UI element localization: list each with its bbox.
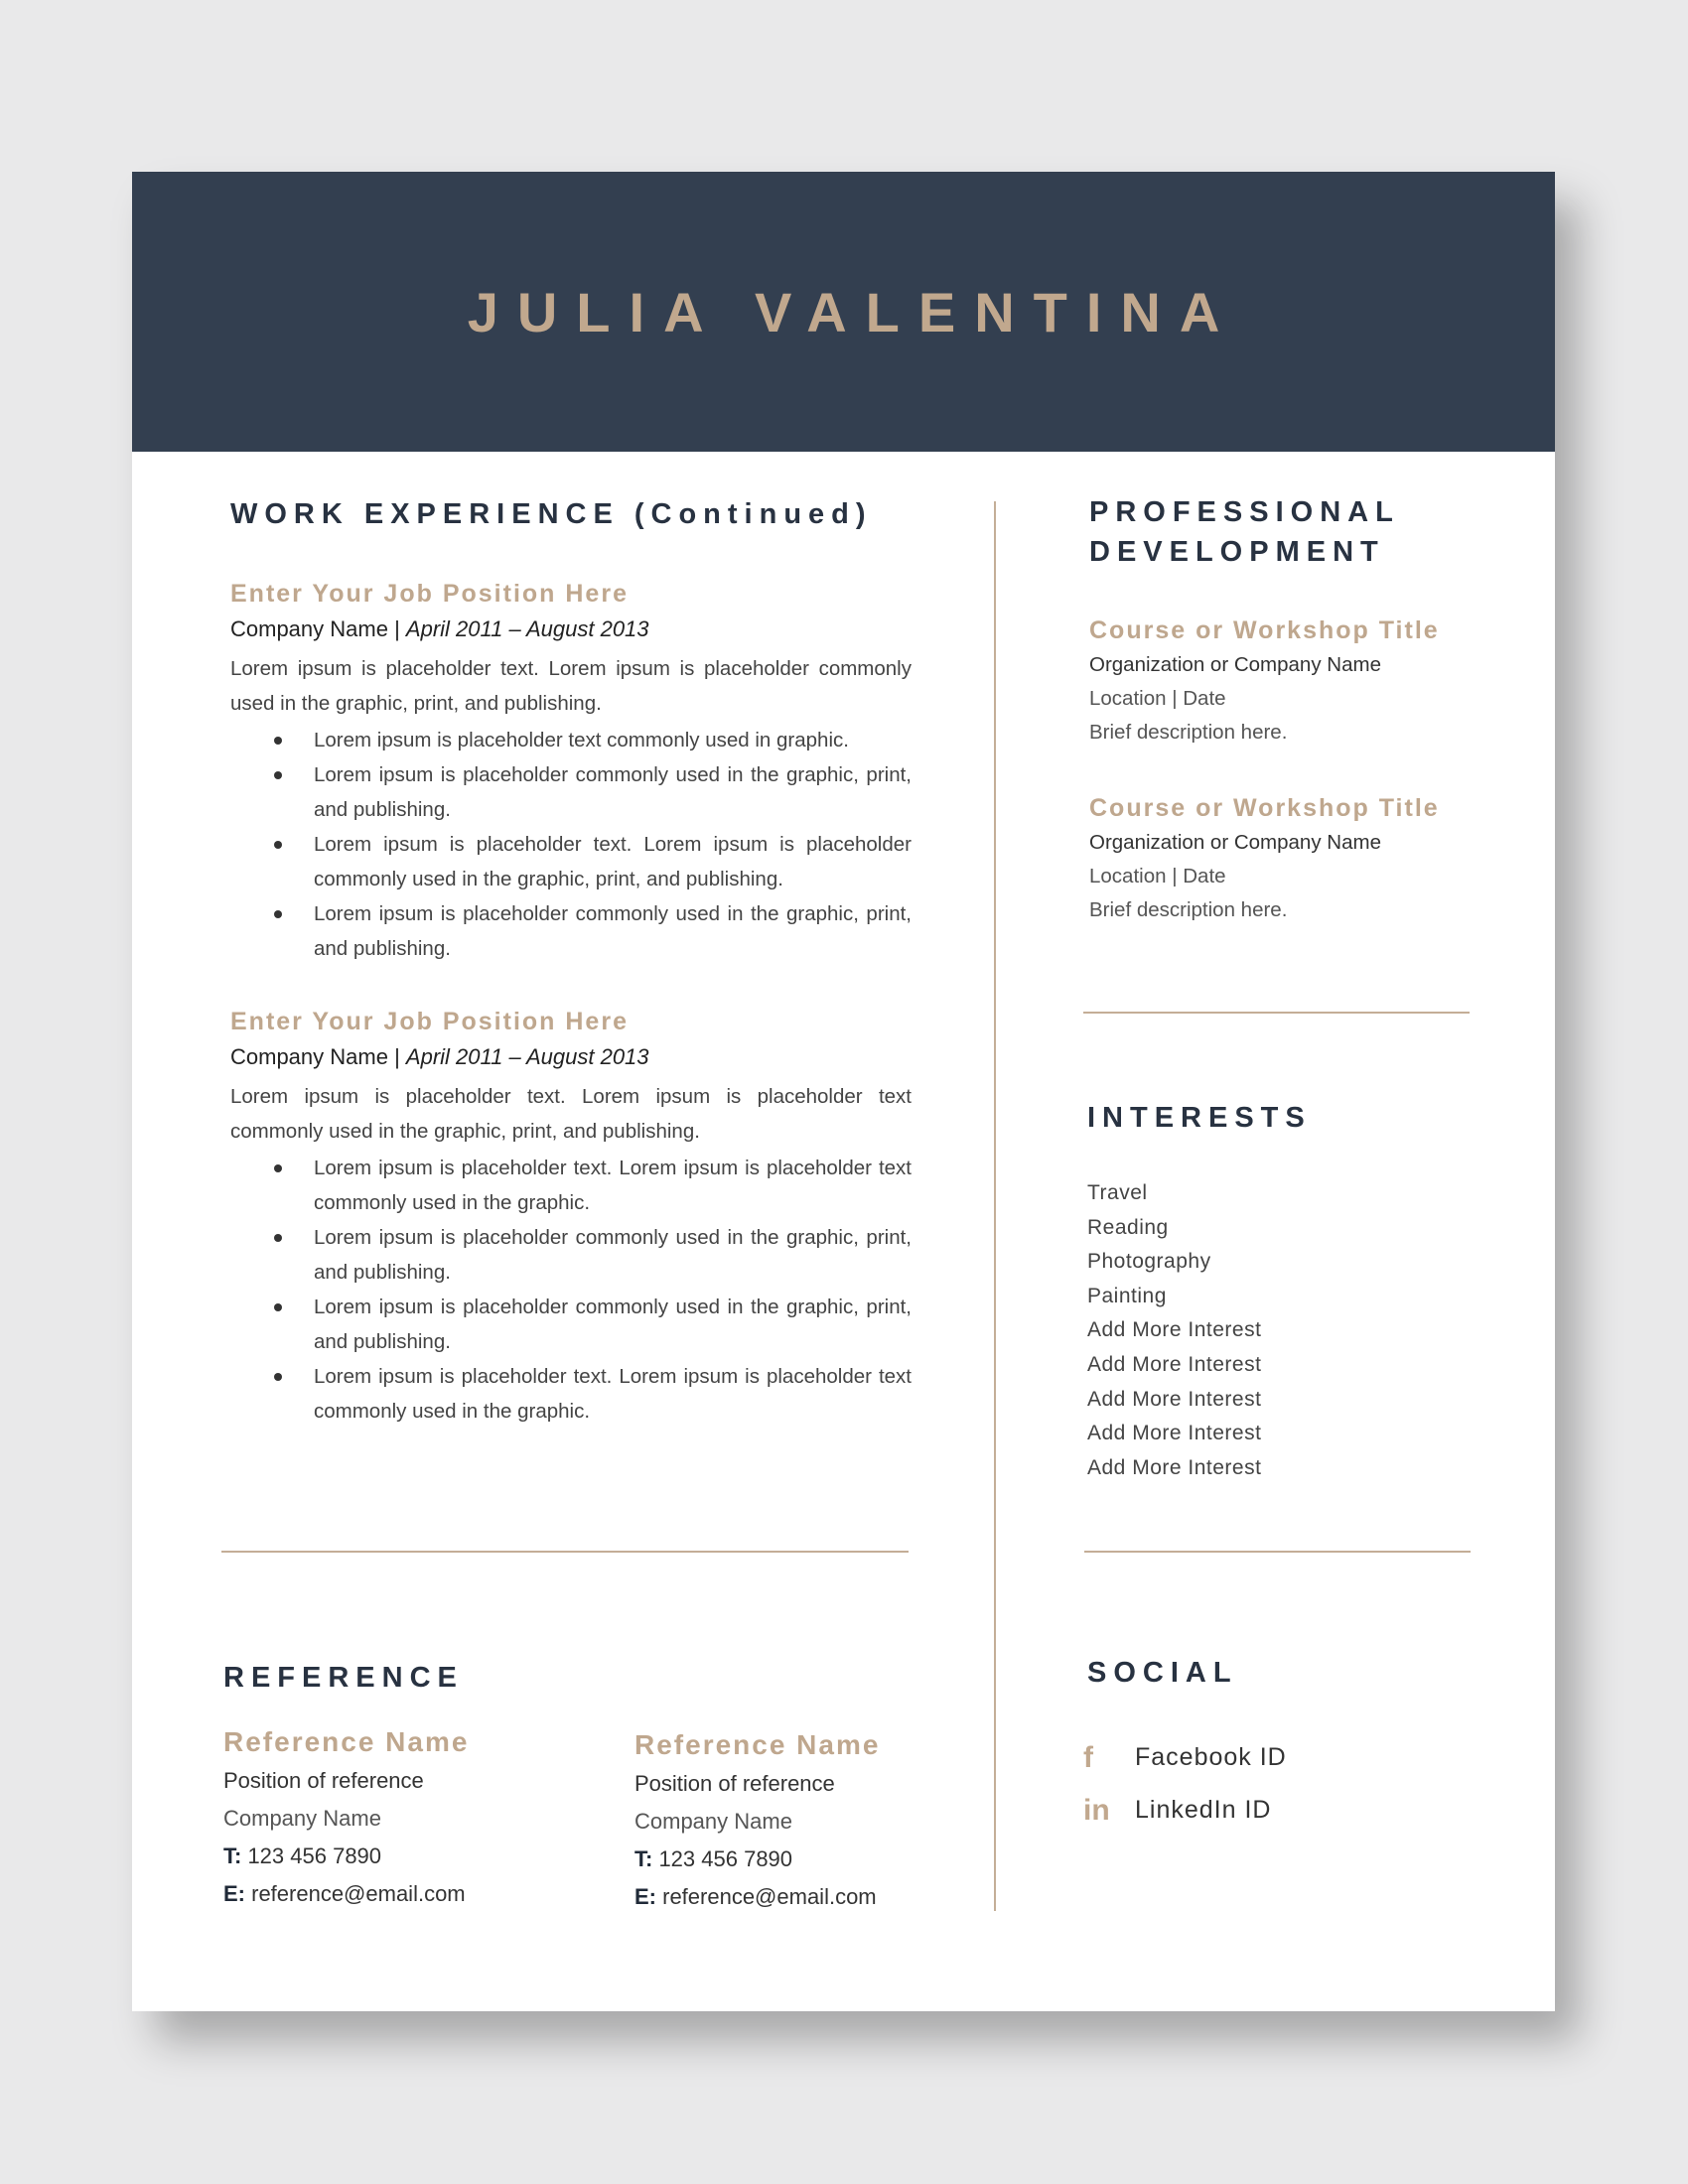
social-item-linkedin[interactable] [1083, 1784, 1287, 1837]
job-bullet: Lorem ipsum is placeholder text commonly used in graphic. [230, 723, 912, 757]
job-company: Company Name [230, 1044, 388, 1069]
job-entry [230, 576, 912, 966]
job-bullets [230, 1151, 912, 1429]
section-divider [1084, 1551, 1471, 1553]
job-entry [230, 1004, 912, 1429]
reference-position: Position of reference [223, 1768, 424, 1793]
job-summary: Lorem ipsum is placeholder text. Lorem ipsum is placeholder commonly used in the graphic, print, and publishing. [230, 657, 912, 715]
course-entry [1089, 790, 1440, 927]
section-divider [1083, 1012, 1470, 1014]
reference-name: Reference Name [634, 1729, 881, 1760]
email-label: E: [223, 1881, 245, 1906]
course-title: Course or Workshop Title [1089, 794, 1440, 822]
job-bullet: Lorem ipsum is placeholder text. Lorem ipsum is placeholder text commonly used in the graphic. [230, 1151, 912, 1220]
phone-label: T: [634, 1846, 653, 1871]
course-date: Date [1183, 687, 1226, 710]
job-bullet: Lorem ipsum is placeholder commonly used in the graphic, print, and publishing. [230, 757, 912, 827]
email-label: E: [634, 1884, 656, 1909]
interest-item: Photography [1087, 1250, 1211, 1274]
course-separator: | [1166, 687, 1184, 710]
social-label[interactable]: Facebook ID [1135, 1743, 1287, 1771]
work-experience-heading: WORK EXPERIENCE (Continued) [230, 498, 873, 530]
job-separator: | [387, 616, 406, 641]
reference-card [223, 1722, 469, 1913]
course-organization: Organization or Company Name [1089, 653, 1381, 676]
interest-item: Travel [1087, 1181, 1148, 1204]
reference-position: Position of reference [634, 1771, 835, 1796]
job-bullet: Lorem ipsum is placeholder commonly used in the graphic, print, and publishing. [230, 896, 912, 966]
job-company: Company Name [230, 616, 388, 641]
course-entry [1089, 613, 1440, 750]
interest-item: Add More Interest [1087, 1318, 1262, 1342]
course-date: Date [1183, 865, 1226, 887]
social-heading: SOCIAL [1087, 1657, 1238, 1689]
job-summary: Lorem ipsum is placeholder text. Lorem ipsum is placeholder text commonly used in the graphic, print, and publishing. [230, 1085, 912, 1143]
job-bullet: Lorem ipsum is placeholder text. Lorem ipsum is placeholder commonly used in the graphic, print, and publishing. [230, 827, 912, 896]
course-title: Course or Workshop Title [1089, 616, 1440, 644]
phone-number: 123 456 7890 [241, 1843, 382, 1868]
job-separator: | [387, 1044, 406, 1069]
reference-email[interactable] [223, 1875, 469, 1913]
course-separator: | [1166, 865, 1184, 887]
course-description: Brief description here. [1089, 721, 1288, 744]
interest-item: Add More Interest [1087, 1455, 1262, 1479]
heading-line: DEVELOPMENT [1089, 536, 1385, 568]
section-divider [221, 1551, 909, 1553]
reference-heading: REFERENCE [223, 1662, 464, 1694]
linkedin-icon: in [1083, 1793, 1110, 1827]
professional-development-heading [1089, 492, 1400, 572]
job-position: Enter Your Job Position Here [230, 580, 629, 608]
job-company-line [230, 612, 912, 647]
course-location-date [1089, 682, 1440, 716]
email-address[interactable]: reference@email.com [245, 1881, 466, 1906]
social-list [1083, 1731, 1287, 1837]
job-position: Enter Your Job Position Here [230, 1008, 629, 1035]
interest-item: Add More Interest [1087, 1387, 1262, 1411]
job-bullet: Lorem ipsum is placeholder commonly used in the graphic, print, and publishing. [230, 1220, 912, 1290]
course-location: Location [1089, 687, 1167, 710]
reference-company: Company Name [634, 1809, 792, 1834]
interests-heading: INTERESTS [1087, 1102, 1312, 1134]
interest-item: Reading [1087, 1215, 1169, 1239]
candidate-name: JULIA VALENTINA [467, 280, 1239, 343]
reference-name: Reference Name [223, 1726, 470, 1757]
resume-page [132, 172, 1555, 2011]
reference-card [634, 1725, 880, 1916]
social-label[interactable]: LinkedIn ID [1135, 1796, 1272, 1824]
column-divider [994, 501, 996, 1911]
course-organization: Organization or Company Name [1089, 831, 1381, 854]
social-item-facebook[interactable] [1083, 1731, 1287, 1784]
interest-item: Add More Interest [1087, 1352, 1262, 1376]
reference-phone [223, 1838, 469, 1875]
interest-item: Add More Interest [1087, 1422, 1262, 1445]
reference-phone [634, 1841, 880, 1878]
reference-email[interactable] [634, 1878, 880, 1916]
phone-number: 123 456 7890 [652, 1846, 793, 1871]
interests-list [1087, 1176, 1261, 1485]
resume-header [132, 172, 1555, 452]
course-description: Brief description here. [1089, 898, 1288, 921]
course-location-date [1089, 860, 1440, 893]
job-bullets [230, 723, 912, 966]
job-bullet: Lorem ipsum is placeholder commonly used in the graphic, print, and publishing. [230, 1290, 912, 1359]
job-bullet: Lorem ipsum is placeholder text. Lorem ipsum is placeholder text commonly used in the graphic. [230, 1359, 912, 1429]
email-address[interactable]: reference@email.com [656, 1884, 877, 1909]
course-location: Location [1089, 865, 1167, 887]
interest-item: Painting [1087, 1284, 1167, 1307]
phone-label: T: [223, 1843, 242, 1868]
job-dates: April 2011 – August 2013 [405, 1044, 649, 1069]
reference-company: Company Name [223, 1806, 381, 1831]
job-dates: April 2011 – August 2013 [405, 616, 649, 641]
facebook-icon: f [1083, 1740, 1093, 1774]
job-company-line [230, 1039, 912, 1075]
heading-line: PROFESSIONAL [1089, 496, 1400, 528]
